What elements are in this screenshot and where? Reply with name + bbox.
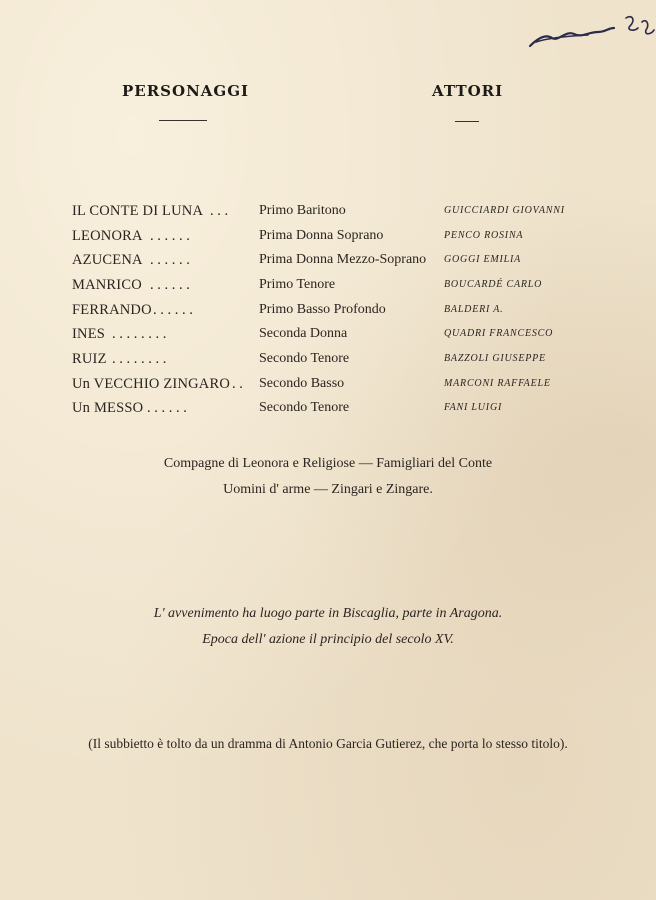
voice-role: Primo Baritono xyxy=(259,203,346,218)
voice-role: Prima Donna Mezzo-Soprano xyxy=(259,252,427,267)
actor-name: BOUCARDÉ CARLO xyxy=(444,279,543,290)
actor-name: PENCO ROSINA xyxy=(444,230,524,241)
voice-role: Seconda Donna xyxy=(259,326,348,341)
character-name: IL CONTE DI LUNA xyxy=(72,203,204,219)
cast-row xyxy=(0,228,656,250)
actor-name: BAZZOLI GIUSEPPE xyxy=(444,353,546,364)
cast-row xyxy=(0,326,656,348)
actor-name: MARCONI RAFFAELE xyxy=(444,378,551,389)
leader-dots: . . xyxy=(232,376,243,392)
cast-row xyxy=(0,302,656,324)
setting-line: Epoca dell' azione il principio del secolo XV. xyxy=(202,632,454,647)
actor-name: GOGGI EMILIA xyxy=(444,254,522,265)
character-name: MANRICO xyxy=(72,277,142,293)
chorus-line: Compagne di Leonora e Religiose — Famigliari del Conte xyxy=(163,456,493,471)
cast-row xyxy=(0,203,656,225)
character-name: AZUCENA xyxy=(72,252,143,268)
setting-line: L' avvenimento ha luogo parte in Biscaglia, parte in Aragona. xyxy=(153,606,503,621)
character-name: LEONORA xyxy=(72,228,143,244)
actor-name: GUICCIARDI GIOVANNI xyxy=(444,205,565,216)
voice-role: Prima Donna Soprano xyxy=(259,228,384,243)
leader-dots: . . . . . . xyxy=(150,228,190,244)
character-name: FERRANDO xyxy=(72,302,152,318)
characters-header: PERSONAGGI xyxy=(122,82,250,100)
source-note: (Il subbietto è tolto da un dramma di Antonio Garcia Gutierez, che porta lo stesso titolo). xyxy=(88,736,568,751)
leader-dots: . . . . . . xyxy=(147,400,187,416)
cast-row xyxy=(0,351,656,373)
voice-role: Secondo Tenore xyxy=(259,400,350,415)
leader-dots: . . . xyxy=(210,203,229,219)
leader-dots: . . . . . . xyxy=(150,252,190,268)
leader-dots: . . . . . . . . xyxy=(112,351,167,367)
voice-role: Primo Basso Profondo xyxy=(259,302,386,317)
cast-row xyxy=(0,376,656,398)
voice-role: Secondo Tenore xyxy=(259,351,350,366)
actor-name: QUADRI FRANCESCO xyxy=(444,328,554,339)
voice-role: Primo Tenore xyxy=(259,277,336,292)
voice-role: Secondo Basso xyxy=(259,376,345,391)
cast-row xyxy=(0,252,656,274)
chorus-line: Uomini d' arme — Zingari e Zingare. xyxy=(223,482,433,497)
handwritten-signature xyxy=(528,8,656,52)
leader-dots: . . . . . . xyxy=(150,277,190,293)
character-name: Un VECCHIO ZINGARO xyxy=(72,376,230,392)
cast-row xyxy=(0,277,656,299)
leader-dots: . . . . . . . . xyxy=(112,326,167,342)
actor-name: FANI LUIGI xyxy=(444,402,503,413)
character-name: Un MESSO xyxy=(72,400,144,416)
characters-header-rule xyxy=(159,120,207,121)
character-name: INES xyxy=(72,326,106,342)
actors-header: ATTORI xyxy=(432,82,504,100)
actors-header-rule xyxy=(455,121,479,122)
character-name: RUIZ xyxy=(72,351,107,367)
leader-dots: . . . . . . xyxy=(153,302,193,318)
actor-name: BALDERI A. xyxy=(444,304,504,315)
cast-row xyxy=(0,400,656,422)
